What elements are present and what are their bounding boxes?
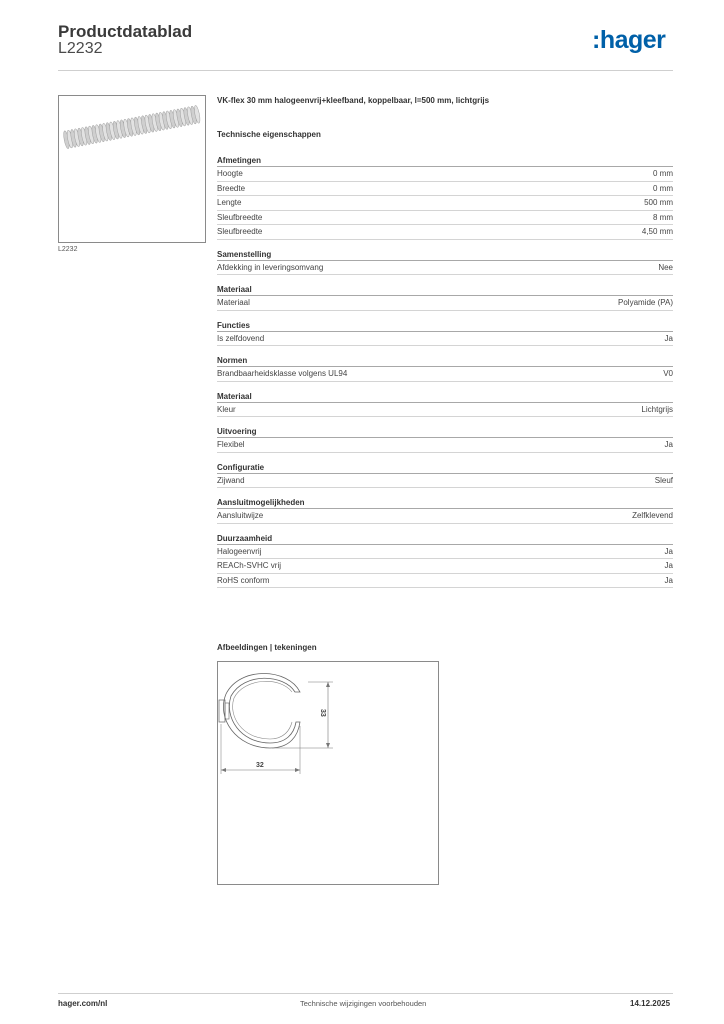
profile-inner <box>233 681 292 739</box>
spec-value: Ja <box>664 333 673 343</box>
section-title: Samenstelling <box>217 250 673 261</box>
header-divider <box>58 70 673 71</box>
spec-value: Sleuf <box>654 475 673 485</box>
spec-value: Nee <box>658 262 673 272</box>
spec-label: Aansluitwijze <box>217 511 264 520</box>
spec-section <box>217 356 673 382</box>
spec-value: Zelfklevend <box>632 511 673 520</box>
spec-label: Materiaal <box>217 298 250 307</box>
cable-duct-image <box>59 96 205 242</box>
spec-label: Breedte <box>217 183 246 193</box>
section-title: Uitvoering <box>217 427 673 438</box>
spec-row <box>217 574 673 589</box>
product-description: VK-flex 30 mm halogeenvrij+kleefband, koppelbaar, l=500 mm, lichtgrijs <box>217 96 490 105</box>
dimension-width: 32 <box>256 762 264 769</box>
spec-section <box>217 427 673 453</box>
spec-label: Afdekking in leveringsomvang <box>217 262 324 272</box>
spec-label: Lengte <box>217 198 242 207</box>
spec-section <box>217 463 673 489</box>
spec-label: Sleufbreedte <box>217 212 263 222</box>
page-title: Productdatablad <box>58 22 193 41</box>
spec-row <box>217 182 673 197</box>
section-title: Configuratie <box>217 463 673 474</box>
spec-label: Is zelfdovend <box>217 333 265 343</box>
spec-row <box>217 509 673 524</box>
footer-disclaimer: Technische wijzigingen voorbehouden <box>300 999 427 1008</box>
spec-row <box>217 367 673 382</box>
product-photo <box>58 95 206 243</box>
section-title: Aansluitmogelijkheden <box>217 498 673 509</box>
spec-section <box>217 321 673 347</box>
product-code: L2232 <box>58 40 103 57</box>
spec-value: Ja <box>664 546 673 556</box>
footer-divider <box>58 993 673 994</box>
spec-section <box>217 498 673 524</box>
spec-row <box>217 474 673 489</box>
footer-website[interactable]: hager.com/nl <box>58 999 108 1008</box>
spec-label: REACh-SVHC vrij <box>217 561 282 570</box>
spec-row <box>217 211 673 226</box>
hager-logo: :hager <box>592 26 666 54</box>
spec-value: 0 mm <box>653 169 673 178</box>
spec-label: Kleur <box>217 404 236 414</box>
footer-date: 14.12.2025 <box>630 999 671 1008</box>
section-title: Normen <box>217 356 673 367</box>
spec-label: Brandbaarheidsklasse volgens UL94 <box>217 369 348 378</box>
spec-value: 4,50 mm <box>641 227 673 236</box>
spec-value: Polyamide (PA) <box>618 298 673 307</box>
spec-label: RoHS conform <box>217 575 270 585</box>
section-title: Afmetingen <box>217 156 673 167</box>
spec-section <box>217 285 673 311</box>
adhesive-strip <box>219 700 225 722</box>
drawing-title: Afbeeldingen | tekeningen <box>217 643 317 652</box>
spec-row <box>217 438 673 453</box>
spec-label: Hoogte <box>217 169 243 178</box>
spec-value: V0 <box>663 369 673 378</box>
section-title: Materiaal <box>217 392 673 403</box>
spec-value: Ja <box>664 575 673 585</box>
spec-sections <box>217 156 673 588</box>
spec-section <box>217 156 673 240</box>
spec-row <box>217 196 673 211</box>
spec-row <box>217 225 673 240</box>
section-title: Duurzaamheid <box>217 534 673 545</box>
specifications <box>217 96 673 598</box>
spec-value: Ja <box>664 440 673 449</box>
photo-caption: L2232 <box>58 246 78 253</box>
spec-value: Lichtgrijs <box>641 404 673 414</box>
spec-section <box>217 392 673 418</box>
spec-value: 8 mm <box>653 212 673 222</box>
spec-row <box>217 403 673 418</box>
adhesive-strip-inner <box>225 703 229 719</box>
spec-row <box>217 261 673 276</box>
section-title: Functies <box>217 321 673 332</box>
spec-value: Ja <box>664 561 673 570</box>
spec-label: Zijwand <box>217 475 245 485</box>
spec-label: Flexibel <box>217 440 245 449</box>
spec-label: Sleufbreedte <box>217 227 263 236</box>
spec-row <box>217 545 673 560</box>
spec-section <box>217 534 673 589</box>
spec-row <box>217 332 673 347</box>
section-title: Materiaal <box>217 285 673 296</box>
spec-value: 0 mm <box>653 183 673 193</box>
profile-outer <box>223 674 300 749</box>
spec-label: Halogeenvrij <box>217 546 262 556</box>
tech-properties-title: Technische eigenschappen <box>217 130 321 139</box>
spec-section <box>217 250 673 276</box>
spec-row <box>217 559 673 574</box>
dimension-height: 33 <box>319 709 326 717</box>
drawing-box <box>217 661 439 885</box>
spec-row <box>217 167 673 182</box>
technical-drawing <box>218 662 438 884</box>
spec-row <box>217 296 673 311</box>
spec-value: 500 mm <box>644 198 673 207</box>
